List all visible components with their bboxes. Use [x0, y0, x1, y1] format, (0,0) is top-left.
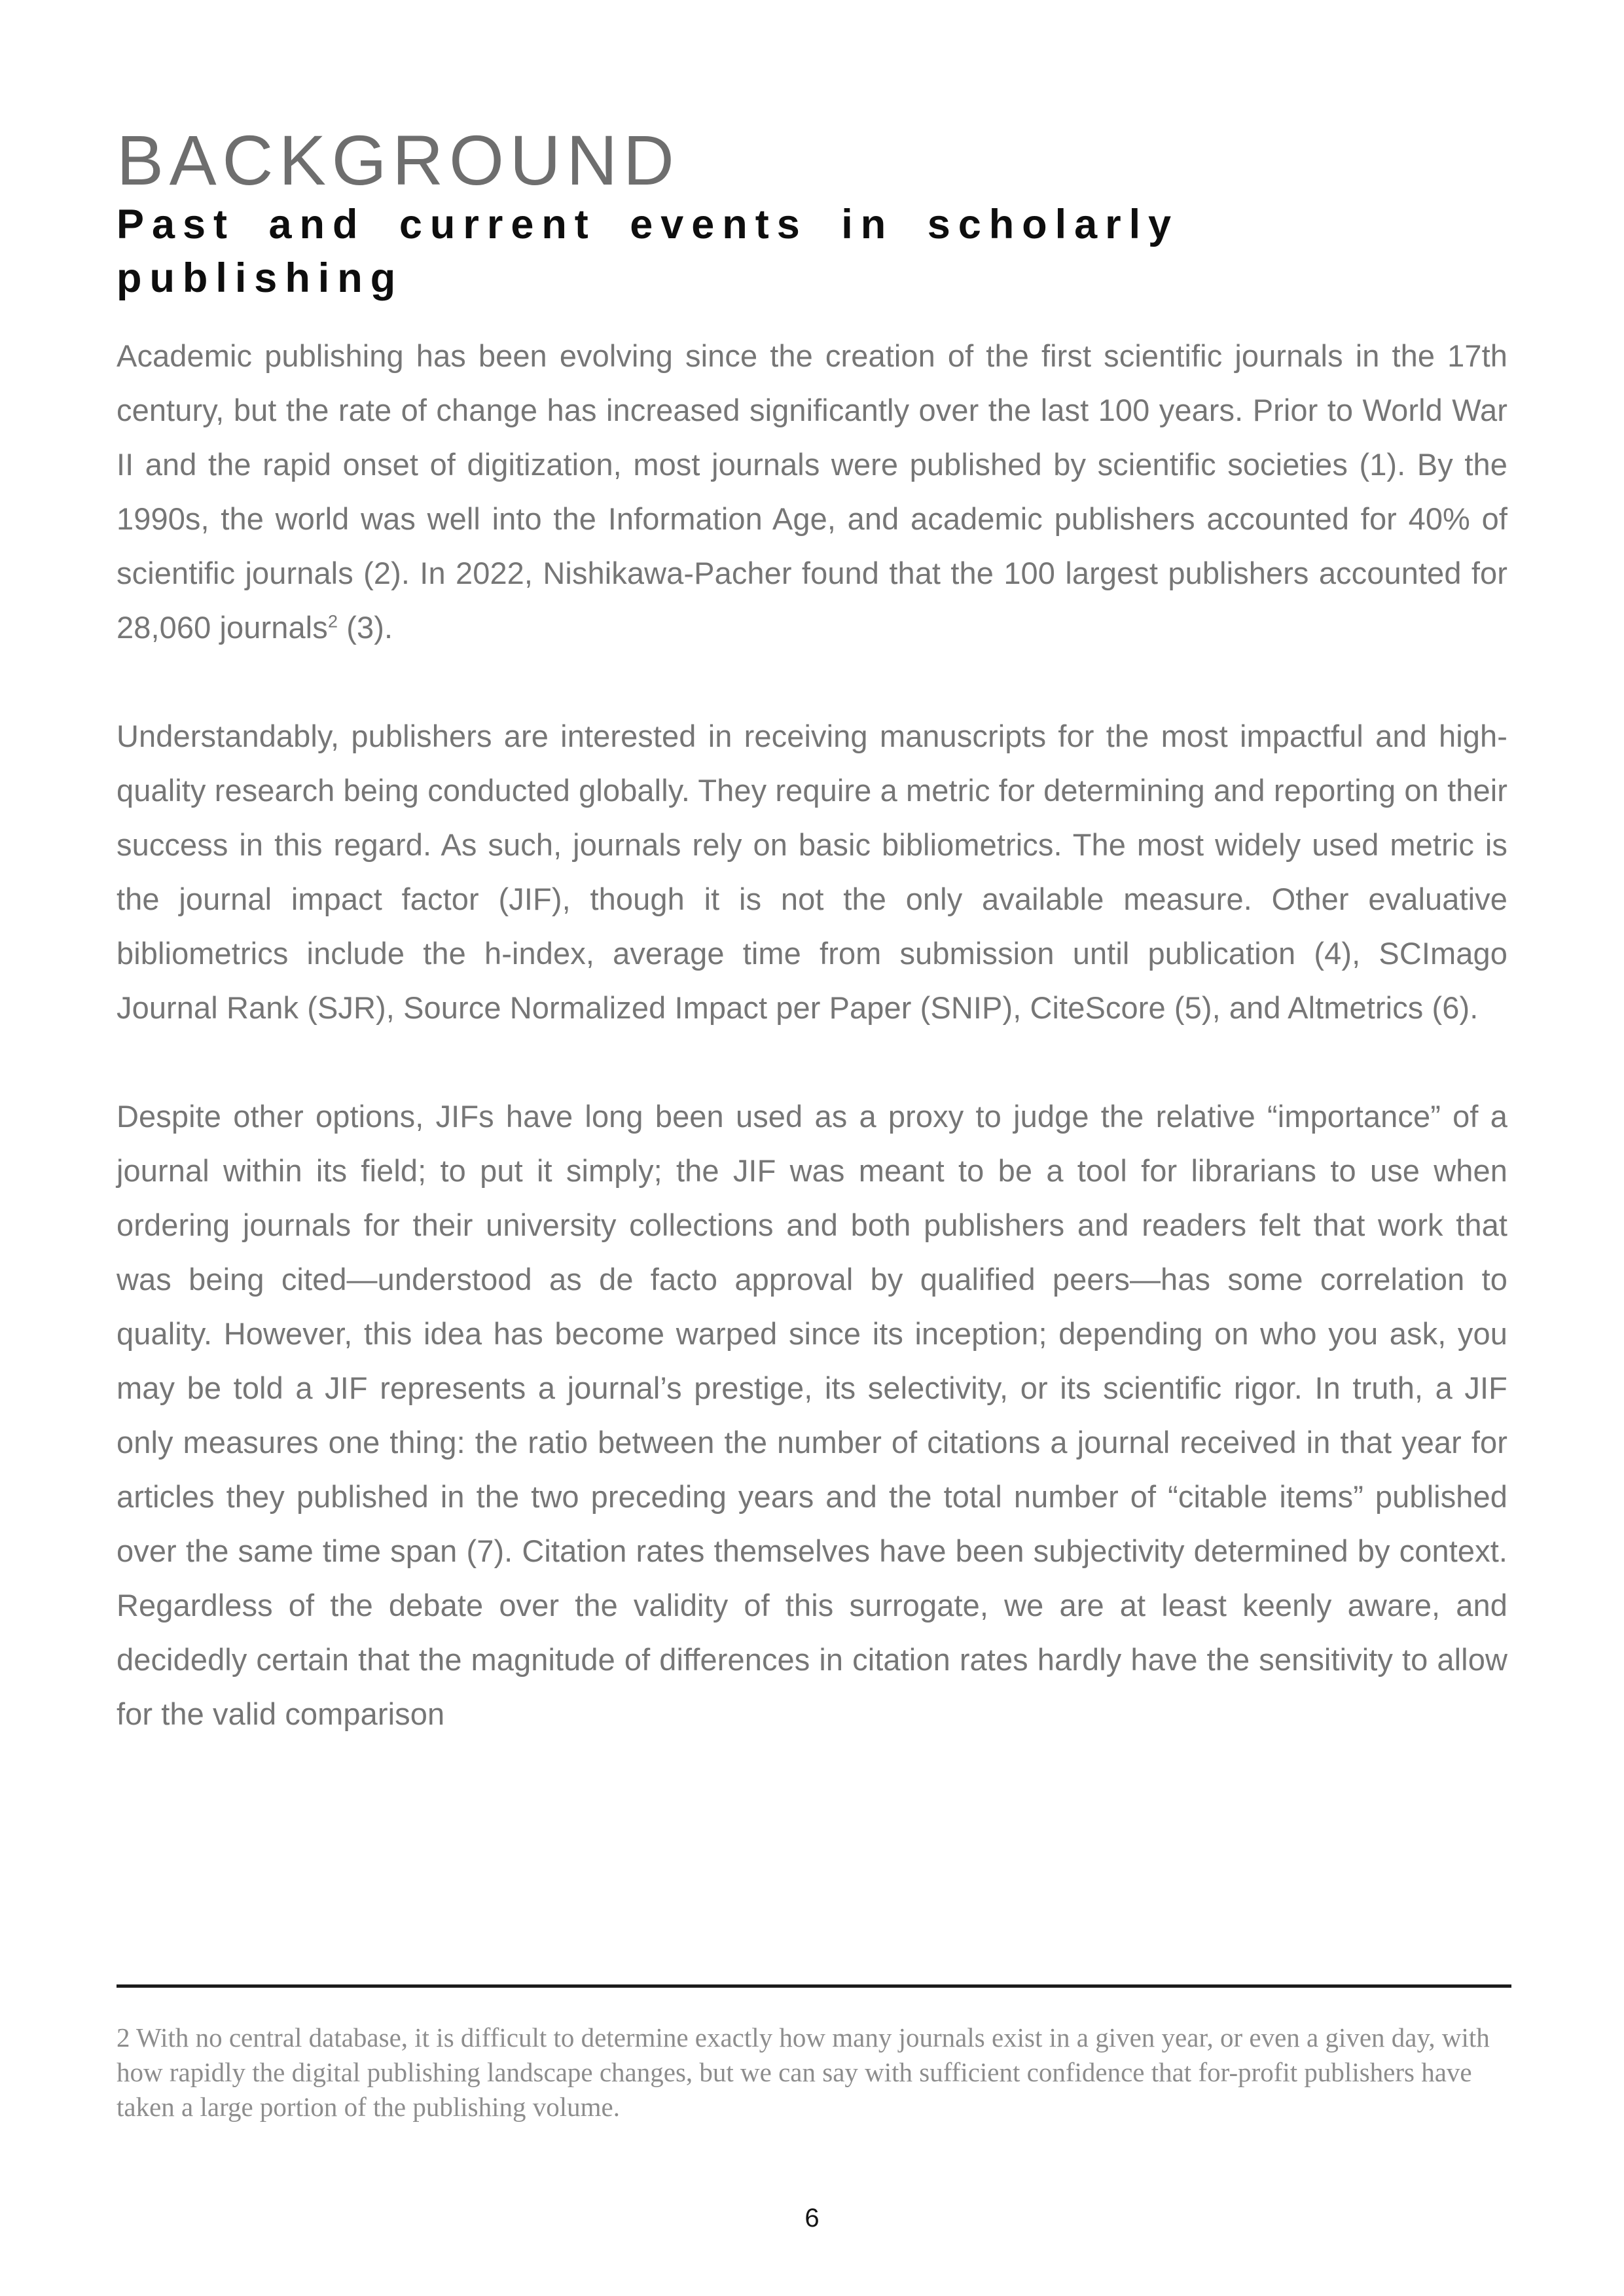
paragraph-1-text: Academic publishing has been evolving since the creation of the first scientific journals in the 17th century, but the rate of change has increased significantly over the last 100 years. Prior to World War II and the rapid onset of digitization, most journals were published by scientific societies (1). By the 1990s, the world was well into the Information Age, and academic publishers accounted for 40% of scientific journals (2). In 2022, Nishikawa-Pacher found that the 100 largest publishers accounted for 28,060 journals: [117, 338, 1507, 645]
page-title: [117, 198, 1507, 305]
page-title-line: publishing: [117, 255, 404, 301]
paragraph-2: Understandably, publishers are interested in receiving manuscripts for the most impactful and high-quality research being conducted globally. They require a metric for determining and reporting on their success in this regard. As such, journals rely on basic bibliometrics. The most widely used metric is the journal impact factor (JIF), though it is not the only available measure. Other evaluative bibliometrics include the h-index, average time from submission until publication (4), SCImago Journal Rank (SJR), Source Normalized Impact per Paper (SNIP), CiteScore (5), and Altmetrics (6).: [117, 718, 1507, 1025]
footnote-divider: [117, 1984, 1511, 1988]
paragraph-1-text-end: (3).: [338, 609, 393, 645]
body-copy: [117, 329, 1507, 1741]
page-number: 6: [804, 2204, 820, 2233]
footnote-block: [117, 1984, 1511, 2125]
paragraph-1: [117, 329, 1507, 655]
page-title-line: Past and current events in scholarly: [117, 201, 1180, 247]
section-heading: BACKGROUND: [117, 120, 680, 200]
paragraph-3: Despite other options, JIFs have long been used as a proxy to judge the relative “importance” of a journal within its field; to put it simply; the JIF was meant to be a tool for librarians to use when ordering journals for their university collections and both publishers and readers felt that work that was being cited—understood as de facto approval by qualified peers—has some correlation to quality. However, this idea has become warped since its inception; depending on who you ask, you may be told a JIF represents a journal’s prestige, its selectivity, or its scientific rigor. In truth, a JIF only measures one thing: the ratio between the number of citations a journal received in that year for articles they published in the two preceding years and the total number of “citable items” published over the same time span (7). Citation rates themselves have been subjectivity determined by context. Regardless of the debate over the validity of this surrogate, we are at least keenly aware, and decidedly certain that the magnitude of differences in citation rates hardly have the sensitivity to allow for the valid comparison: [117, 1098, 1507, 1731]
footnote-text: 2 With no central database, it is difficult to determine exactly how many journals exist in a given year, or even a given day, with how rapidly the digital publishing landscape changes, but we can say with sufficient confidence that for-profit publishers have taken a large portion of the publishing volume.: [117, 2022, 1490, 2122]
footnote-reference-superscript: 2: [327, 611, 338, 632]
